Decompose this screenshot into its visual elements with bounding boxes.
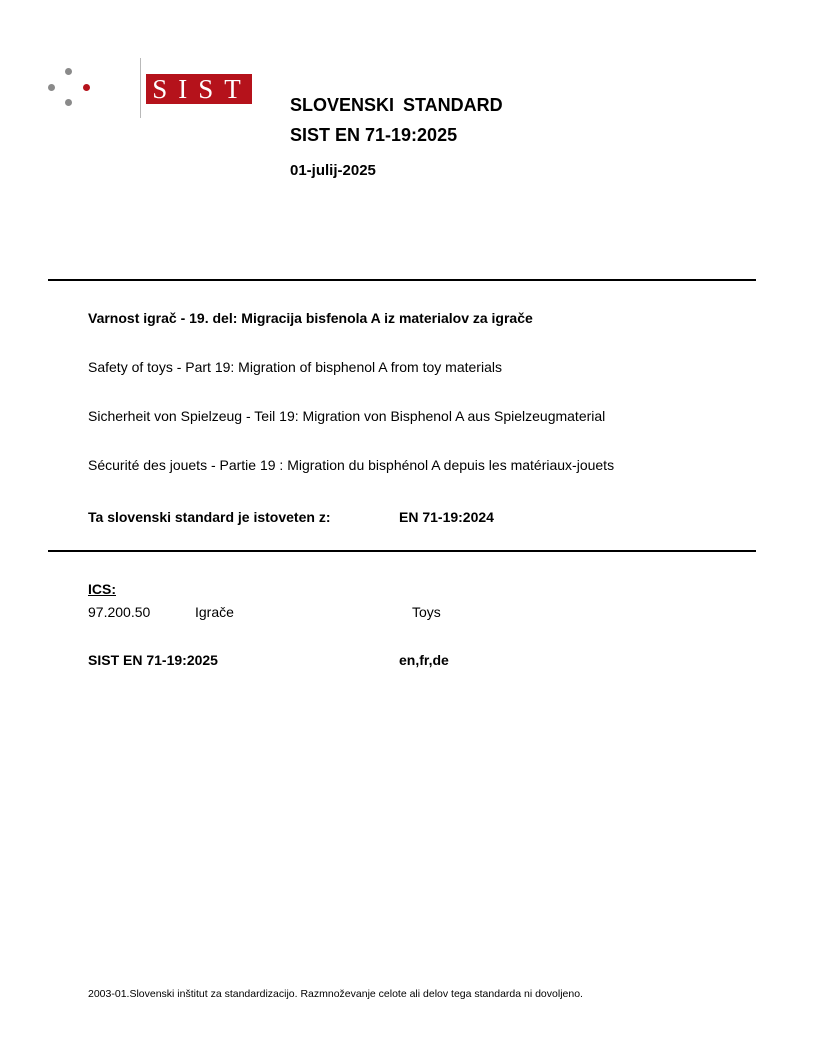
logo-divider [140,58,141,118]
ics-label: ICS: [88,581,116,597]
logo-dot-icon [65,99,72,106]
logo-text: SIST [152,74,252,104]
standard-date: 01-julij-2025 [290,162,376,179]
title-slovenian: Varnost igrač - 19. del: Migracija bisfenola A iz materialov za igrače [88,310,533,326]
document-code: SIST EN 71-19:2025 [88,652,218,668]
footer-copyright: 2003-01.Slovenski inštitut za standardizacijo. Razmnoževanje celote ali delov tega standarda ni dovoljeno. [88,988,583,1000]
identical-label: Ta slovenski standard je istoveten z: [88,509,331,525]
logo-dot-icon [83,84,90,91]
standard-heading: SLOVENSKI STANDARD [290,95,503,115]
logo-dot-icon [48,84,55,91]
ics-code: 97.200.50 [88,604,151,620]
logo-dot-icon [65,68,72,75]
ics-name-en: Toys [412,604,441,620]
title-english: Safety of toys - Part 19: Migration of bisphenol A from toy materials [88,359,502,375]
ics-name-sl: Igrače [195,604,234,620]
divider-bottom [48,550,756,552]
title-french: Sécurité des jouets - Partie 19 : Migration du bisphénol A depuis les matériaux-jouets [88,457,615,473]
identical-value: EN 71-19:2024 [399,509,494,525]
title-german: Sicherheit von Spielzeug - Teil 19: Migration von Bisphenol A aus Spielzeugmaterial [88,408,606,424]
divider-top [48,279,756,281]
sist-logo [48,58,252,118]
document-languages: en,fr,de [399,652,449,668]
standard-code: SIST EN 71-19:2025 [290,125,458,145]
